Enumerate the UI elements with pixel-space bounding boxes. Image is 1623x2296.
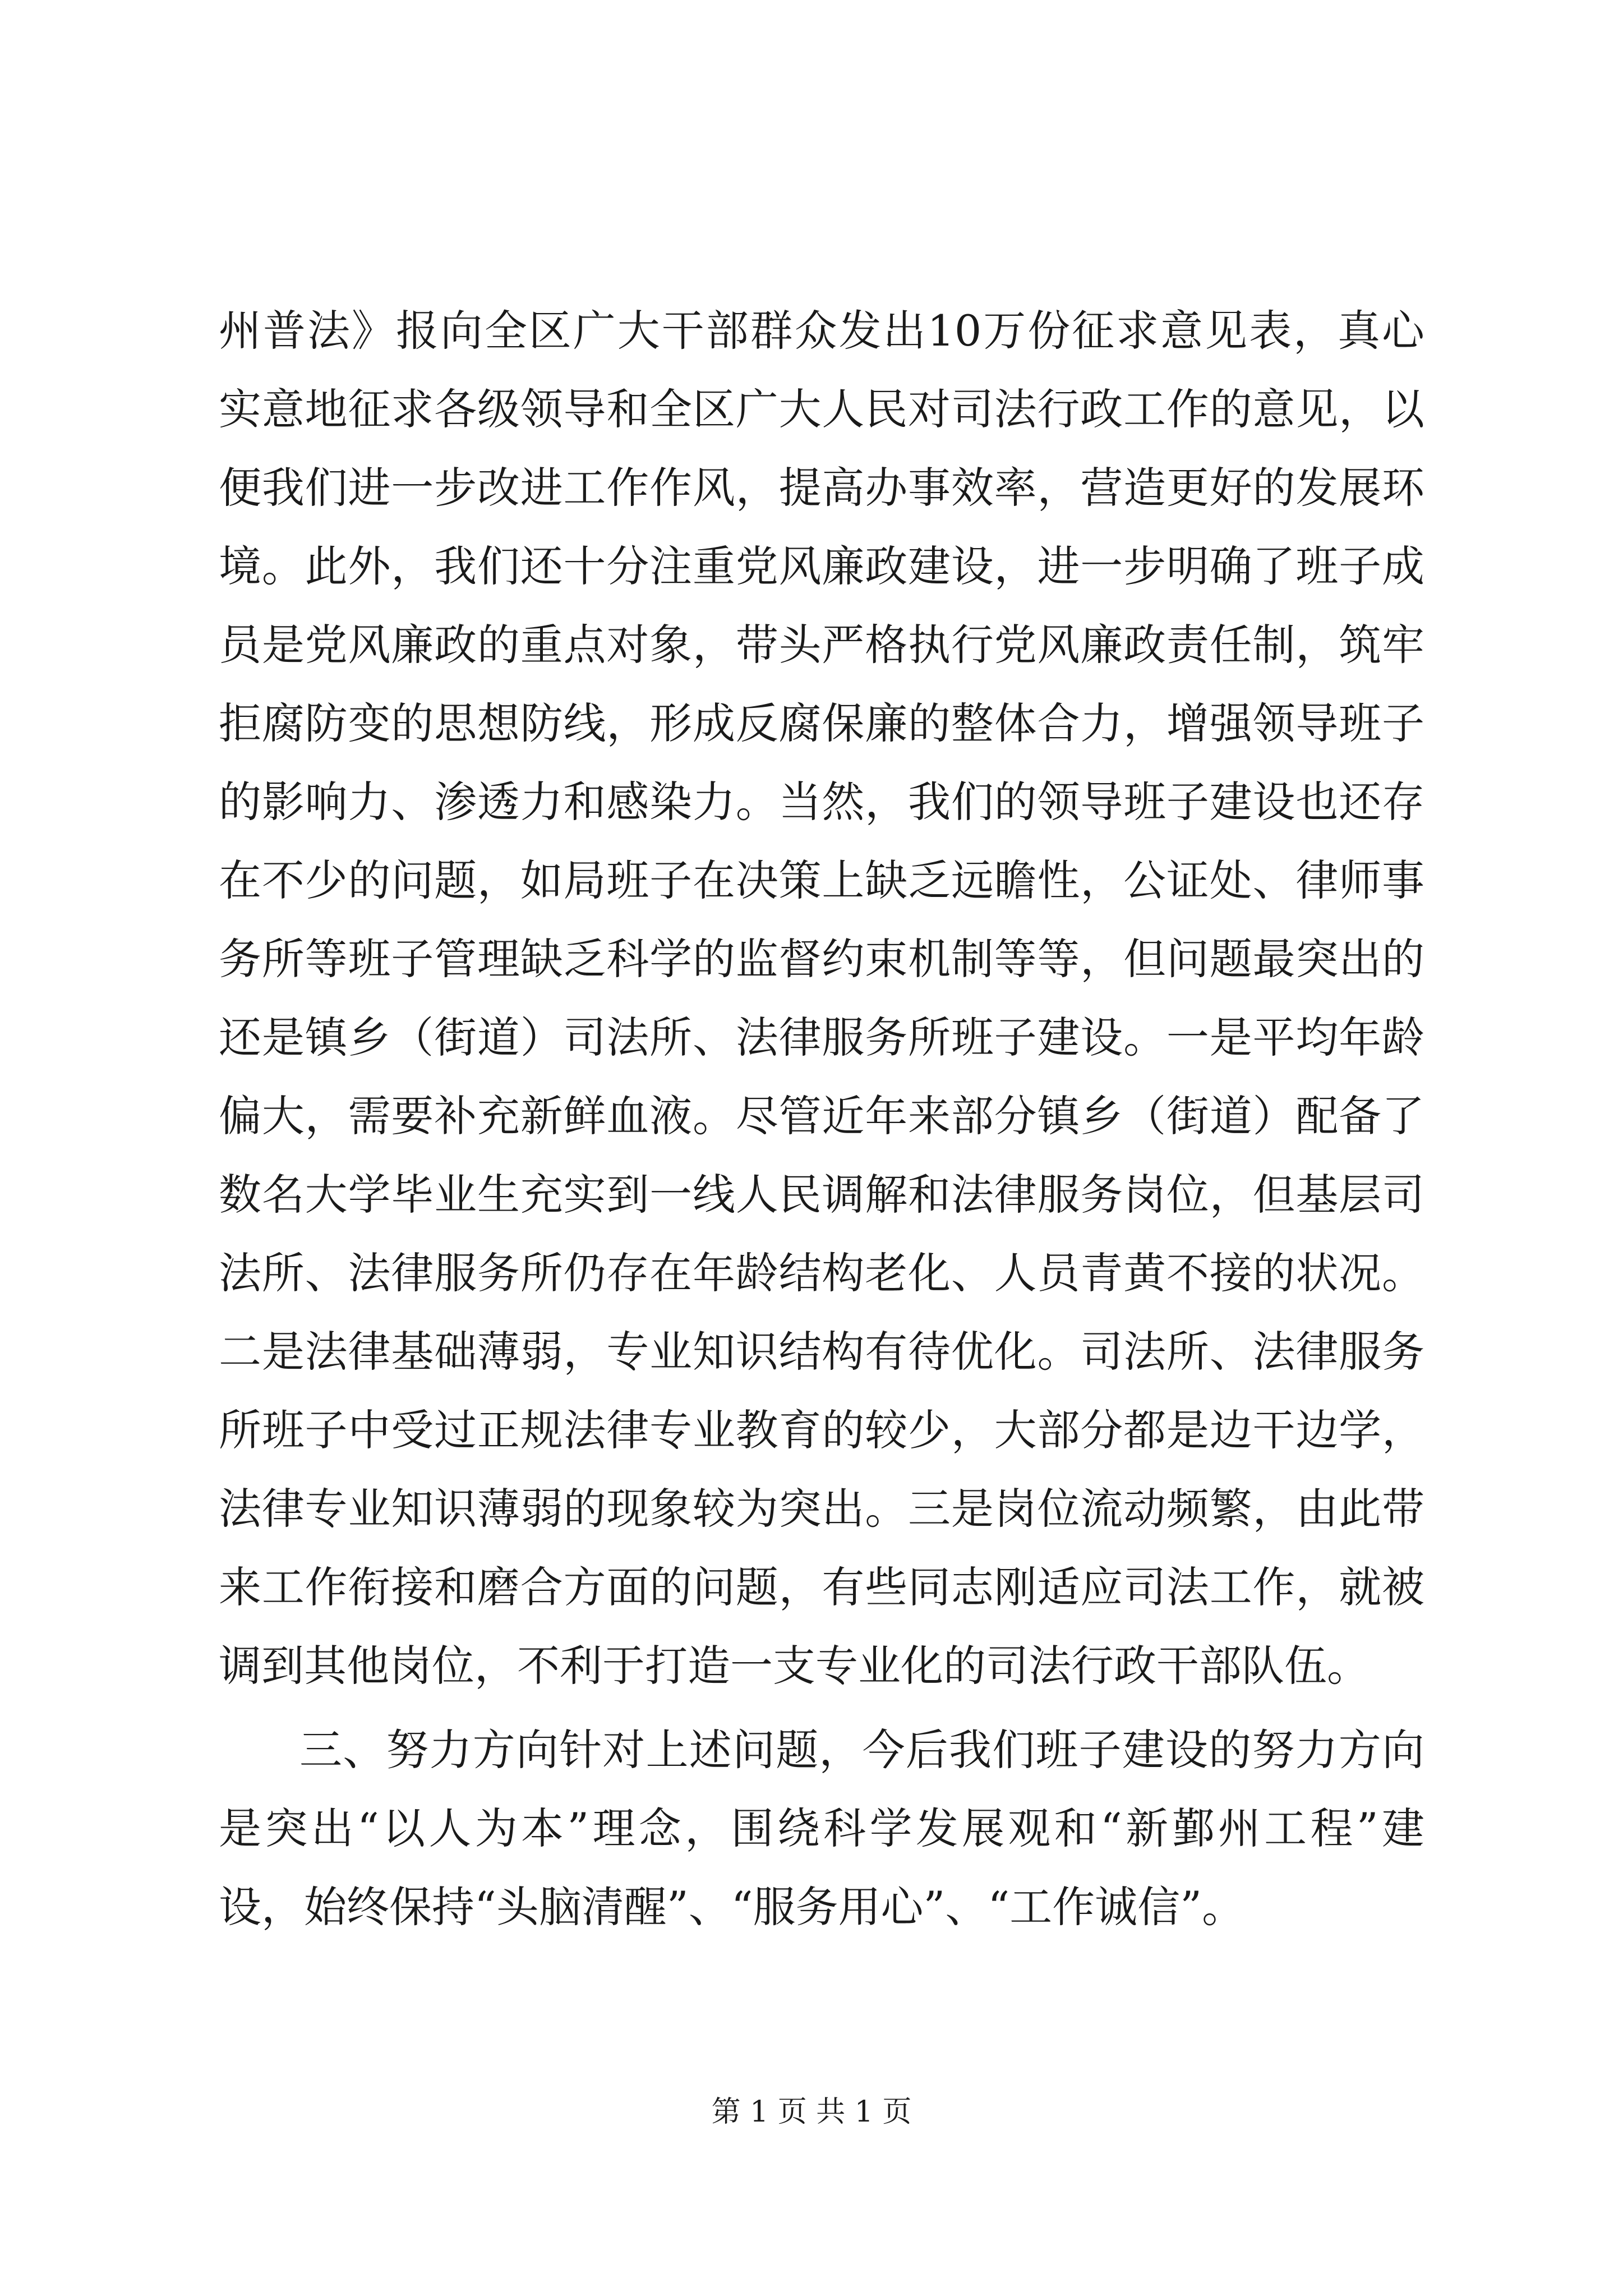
body-line-14: 二是法律基础薄弱，专业知识结构有待优化。司法所、法律服务 — [219, 1327, 1424, 1377]
body-line-9: 务所等班子管理缺乏科学的监督约束机制等等，但问题最突出的 — [219, 934, 1424, 984]
body-line-12: 数名大学毕业生充实到一线人民调解和法律服务岗位，但基层司 — [219, 1170, 1424, 1220]
body-line-5: 员是党风廉政的重点对象，带头严格执行党风廉政责任制，筑牢 — [219, 620, 1424, 670]
body-line-6: 拒腐防变的思想防线，形成反腐保廉的整体合力，增强领导班子 — [219, 698, 1424, 748]
body-line-8: 在不少的问题，如局班子在决策上缺乏远瞻性，公证处、律师事 — [219, 855, 1424, 905]
section-heading-line: 三、努力方向针对上述问题，今后我们班子建设的努力方向 — [299, 1725, 1424, 1775]
body-line-13: 法所、法律服务所仍存在年龄结构老化、人员青黄不接的状况。 — [219, 1248, 1424, 1298]
body-line-1: 州普法》报向全区广大干部群众发出10万份征求意见表，真心 — [219, 306, 1424, 356]
body-line-2: 实意地征求各级领导和全区广大人民对司法行政工作的意见，以 — [219, 384, 1424, 434]
page-number-footer: 第 1 页 共 1 页 — [711, 2095, 912, 2129]
body-line-3: 便我们进一步改进工作作风，提高办事效率，营造更好的发展环 — [219, 463, 1424, 513]
body-line-18: 调到其他岗位，不利于打造一支专业化的司法行政干部队伍。 — [219, 1641, 1370, 1691]
body-line-15: 所班子中受过正规法律专业教育的较少，大部分都是边干边学， — [219, 1405, 1424, 1455]
body-line-4: 境。此外，我们还十分注重党风廉政建设，进一步明确了班子成 — [219, 541, 1424, 591]
body-line-7: 的影响力、渗透力和感染力。当然，我们的领导班子建设也还存 — [219, 777, 1424, 827]
body-line-21: 设，始终保持“头脑清醒”、“服务用心”、“工作诚信”。 — [219, 1882, 1245, 1932]
body-line-11: 偏大，需要补充新鲜血液。尽管近年来部分镇乡（街道）配备了 — [219, 1091, 1424, 1141]
body-line-20: 是突出“以人为本”理念，围绕科学发展观和“新鄞州工程”建 — [219, 1803, 1424, 1853]
body-line-17: 来工作衔接和磨合方面的问题，有些同志刚适应司法工作，就被 — [219, 1562, 1424, 1612]
body-line-10: 还是镇乡（街道）司法所、法律服务所班子建设。一是平均年龄 — [219, 1013, 1424, 1062]
body-line-16: 法律专业知识薄弱的现象较为突出。三是岗位流动频繁，由此带 — [219, 1484, 1424, 1534]
